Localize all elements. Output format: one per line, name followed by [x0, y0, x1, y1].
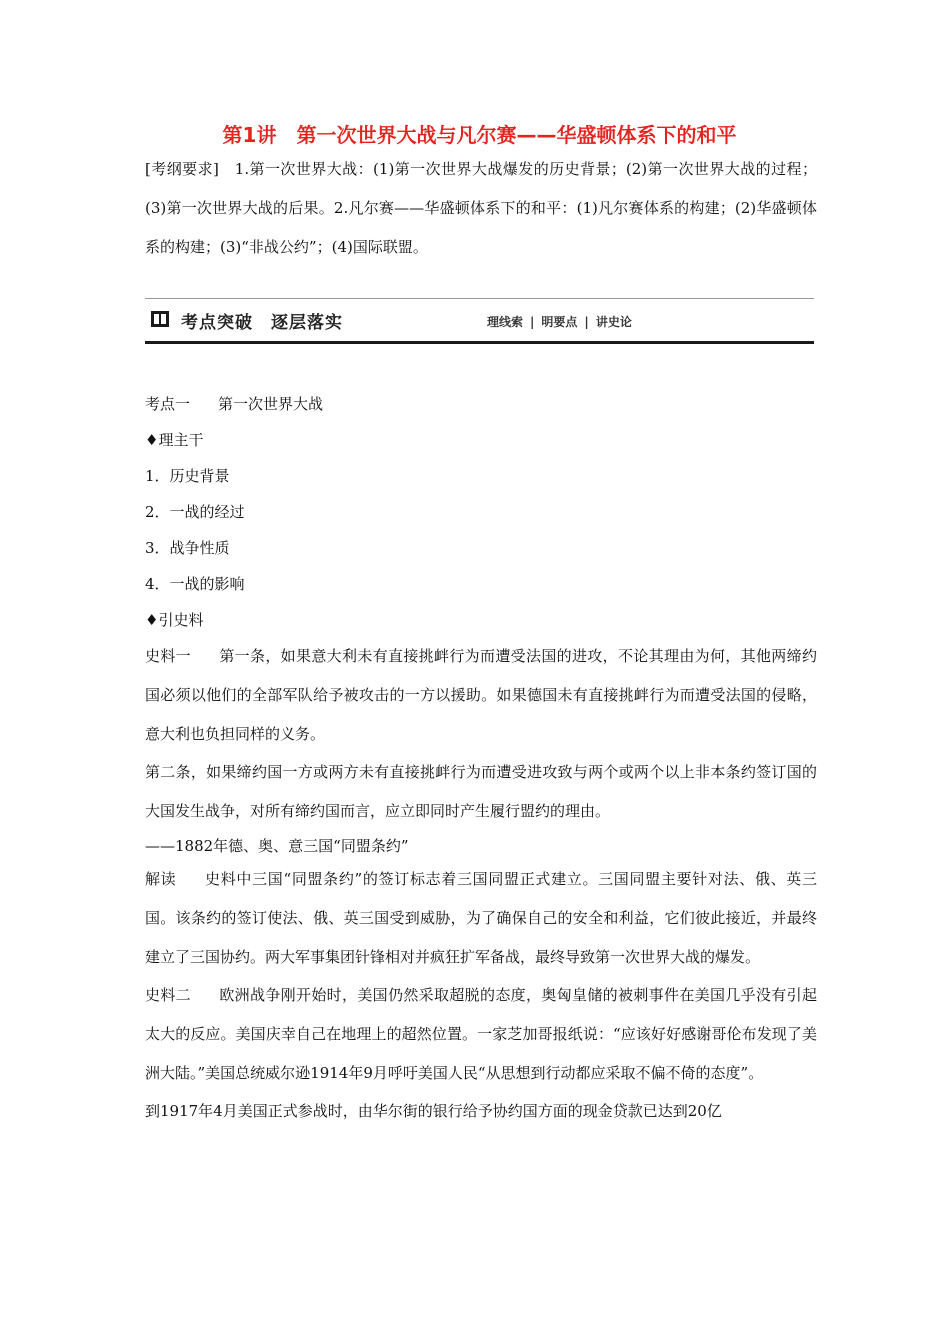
- list-item: 2．一战的经过: [145, 503, 245, 521]
- section-heading-label: 考点一: [145, 395, 191, 413]
- source-1-article-2: 第二条，如果缔约国一方或两方未有直接挑衅行为而遭受进攻致与两个或两个以上非本条约签订国的大国发生战争，对所有缔约国而言，应立即同时产生履行盟约的理由。: [145, 763, 817, 820]
- subhead-sources: ♦引史料: [145, 611, 204, 629]
- banner-separator: |: [584, 315, 589, 329]
- section-banner: [145, 298, 814, 344]
- interpretation-paragraph: [145, 860, 817, 977]
- banner-title: [181, 308, 343, 333]
- interpretation-label: 解读: [145, 870, 177, 888]
- banner-separator: |: [530, 315, 535, 329]
- list-item: 1．历史背景: [145, 467, 230, 485]
- source-2-paragraph: [145, 976, 817, 1093]
- banner-tags: [487, 313, 632, 330]
- banner-title-part2: 逐层落实: [271, 313, 343, 333]
- page-title: 第1讲 第一次世界大战与凡尔赛——华盛顿体系下的和平: [222, 123, 737, 147]
- source-2-continuation: 到1917年4月美国正式参战时，由华尔街的银行给予协约国方面的现金贷款已达到20亿: [145, 1102, 722, 1120]
- source-1-label: 史料一: [145, 647, 191, 665]
- source-2-text: 欧洲战争刚开始时，美国仍然采取超脱的态度，奥匈皇储的被刺事件在美国几乎没有引起太大的反应。美国庆幸自己在地理上的超然位置。一家芝加哥报纸说：“应该好好感谢哥伦布发现了美洲大陆。”美国总统威尔逊1914年9月呼吁美国人民“从思想到行动都应采取不偏不倚的态度”。: [145, 986, 817, 1082]
- subhead-main: ♦理主干: [145, 431, 204, 449]
- list-item: 4．一战的影响: [145, 575, 245, 593]
- section-heading-text: 第一次世界大战: [218, 395, 324, 413]
- book-icon: [151, 311, 169, 327]
- source-1-text: 第一条，如果意大利未有直接挑衅行为而遭受法国的进攻，不论其理由为何，其他两缔约国必须以他们的全部军队给予被攻击的一方以援助。如果德国未有直接挑衅行为而遭受法国的侵略，意大利也负担同样的义务。: [145, 647, 817, 743]
- source-1-paragraph: [145, 637, 817, 754]
- banner-title-part1: 考点突破: [181, 313, 253, 333]
- interpretation-text: 史料中三国“同盟条约”的签订标志着三国同盟正式建立。三国同盟主要针对法、俄、英三国。该条约的签订使法、俄、英三国受到威胁，为了确保自己的安全和利益，它们彼此接近，并最终建立了三国协约。两大军事集团针锋相对并疯狂扩军备战，最终导致第一次世界大战的爆发。: [145, 870, 817, 966]
- banner-tag: 明要点: [541, 315, 578, 329]
- list-item: 3．战争性质: [145, 539, 230, 557]
- banner-tag: 讲史论: [595, 315, 632, 329]
- section-heading: [145, 386, 817, 422]
- source-2-label: 史料二: [145, 986, 191, 1004]
- exam-requirements: [考纲要求] 1.第一次世界大战：(1)第一次世界大战爆发的历史背景；(2)第一次世界大战的过程；(3)第一次世界大战的后果。2.凡尔赛——华盛顿体系下的和平：(1)凡尔赛体系的构建；(2)华盛顿体系的构建；(3)“非战公约”；(4)国际联盟。: [145, 160, 817, 256]
- main-content: [145, 386, 817, 1131]
- banner-tag: 理线索: [487, 315, 524, 329]
- source-1-citation: ——1882年德、奥、意三国“同盟条约”: [145, 837, 409, 855]
